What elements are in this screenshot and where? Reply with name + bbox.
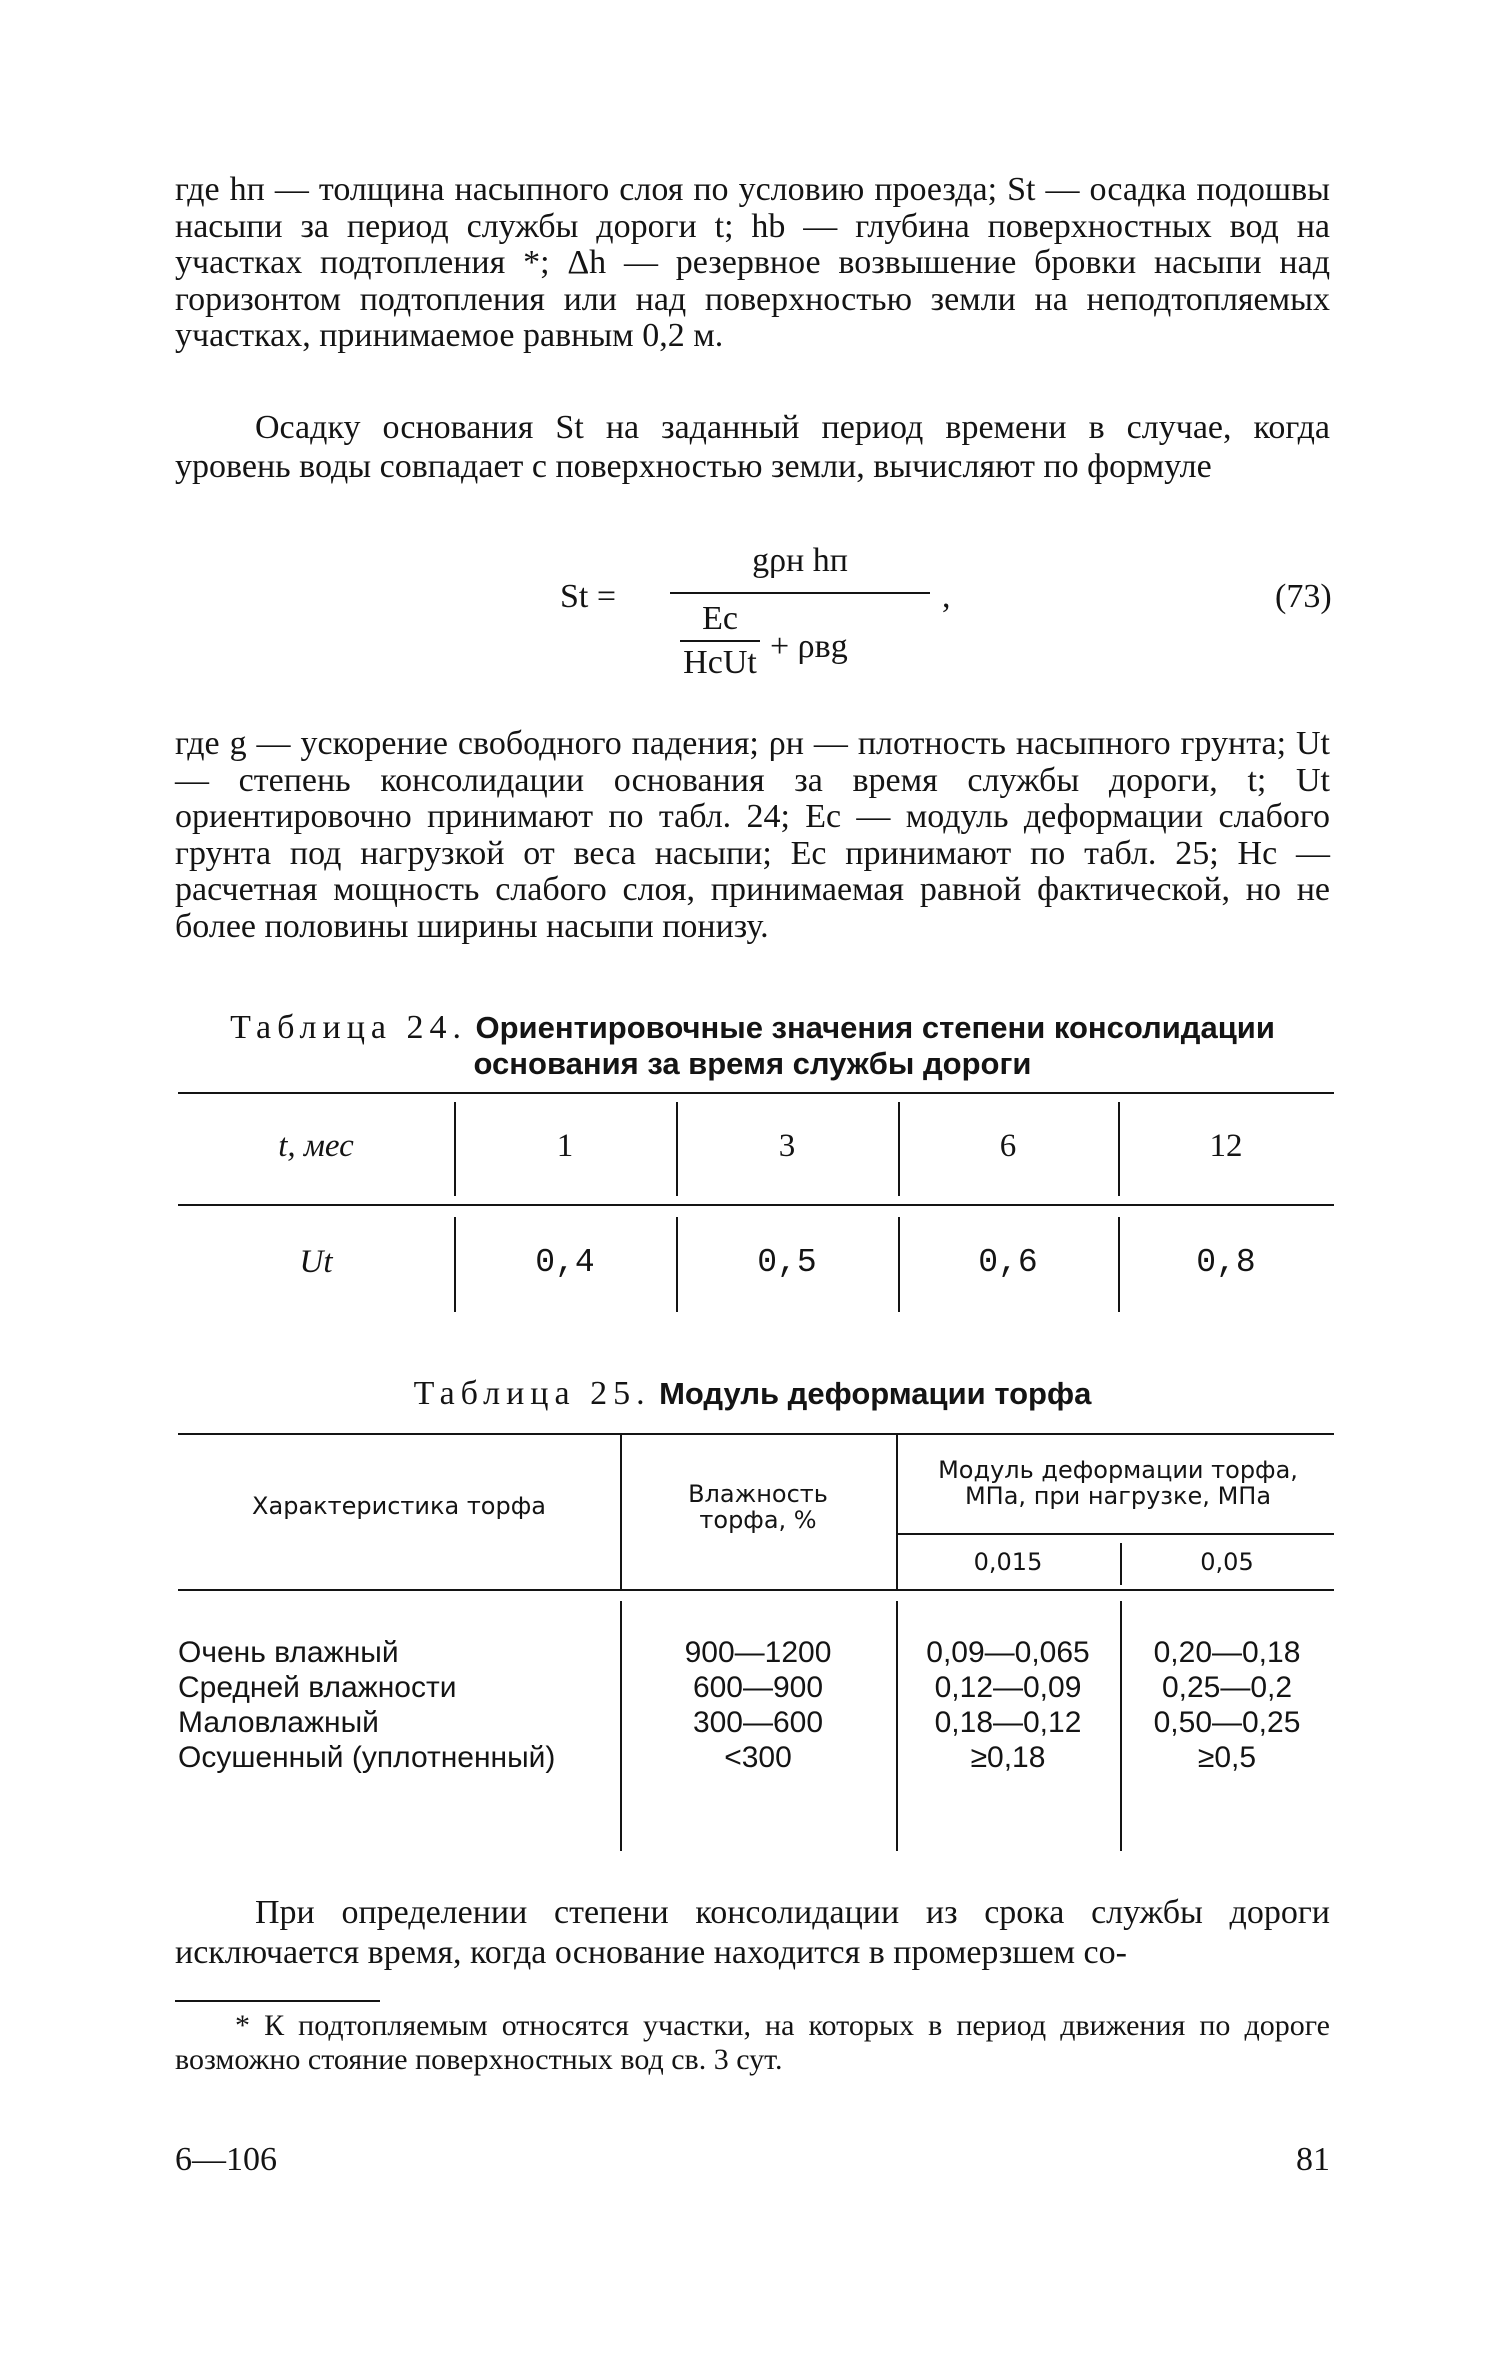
table24-middle-rule [178, 1204, 1334, 1206]
page-number: 81 [1296, 2141, 1330, 2178]
formula-main-bar [670, 592, 930, 594]
table25-row-moisture: 900—1200 [684, 1636, 832, 1669]
table24-cell: 1 [556, 1128, 574, 1164]
table24-title: Ориентировочные значения степени консолидации основания за время службы дороги [473, 1010, 1275, 1081]
table25-row-modulus-1: 0,12—0,09 [934, 1671, 1082, 1704]
formula-inner-bar [680, 640, 760, 642]
table25-subheader: 0,015 [973, 1548, 1043, 1576]
table25-header-modulus: Модуль деформации торфа, МПа, при нагрузке, МПа [938, 1456, 1298, 1510]
table24-row1-label: t, мес [278, 1128, 354, 1164]
formula-lhs: St = [560, 578, 617, 615]
table25-row-moisture: 600—900 [692, 1671, 824, 1704]
table24-row2-label: Ut [299, 1244, 333, 1280]
footnote-rule [175, 2000, 380, 2002]
table24-cell: 6 [999, 1128, 1017, 1164]
table24-caption [175, 1010, 1330, 1082]
table25-header-characteristic: Характеристика торфа [252, 1492, 546, 1520]
paragraph-symbols: где g — ускорение свободного падения; ρн — плотность насыпного грунта; Ut — степень консолидации основания за время службы дороги, t; Ut ориентировочно принимают по табл. 24; Ec — модуль деформации слабого грунта под нагрузкой от веса насыпи; Ec принимают по табл. 25; Hc — расчетная мощность слабого слоя, принимаемая равной фактической, но не более половины ширины насыпи понизу. [175, 725, 1330, 945]
table25-row-modulus-2: 0,50—0,25 [1153, 1706, 1301, 1739]
table25-row-name: Очень влажный [178, 1636, 399, 1669]
table25-row-modulus-1: 0,18—0,12 [934, 1706, 1082, 1739]
table25-row-modulus-1: 0,09—0,065 [926, 1636, 1090, 1669]
formula-number: (73) [1275, 578, 1332, 615]
footnote: * К подтопляемым относятся участки, на которых в период движения по дороге возможно стояние поверхностных вод св. 3 сут. [175, 2009, 1330, 2076]
table25-top-rule [178, 1433, 1334, 1435]
table25-title: Модуль деформации торфа [659, 1376, 1092, 1411]
table24-label: Таблица 24. [230, 1009, 467, 1046]
printer-signature: 6—106 [175, 2141, 277, 2178]
table25-col-divider [620, 1433, 622, 1589]
paragraph-formula-intro: Осадку основания St на заданный период времени в случае, когда уровень воды совпадает с поверхностью земли, вычисляют по формуле [175, 409, 1330, 485]
formula-inner-fraction [680, 600, 760, 682]
paragraph-definitions: где hп — толщина насыпного слоя по условию проезда; St — осадка подошвы насыпи за период службы дороги t; hb — глубина поверхностных вод на участках подтопления *; Δh — резервное возвышение бровки насыпи над горизонтом подтопления или над поверхностью земли на неподтопляемых участках, принимаемое равным 0,2 м. [175, 171, 1330, 354]
formula-inner-numerator: Ec [702, 600, 738, 637]
formula-numerator: gρн hп [752, 542, 848, 579]
table25-row-modulus-2: 0,20—0,18 [1153, 1636, 1301, 1669]
table24-cell: 0,5 [757, 1244, 817, 1281]
formula-inner-denominator: HcUt [683, 644, 757, 681]
table25-row-name: Маловлажный [178, 1706, 379, 1739]
table25-header-rule [178, 1589, 1334, 1591]
table24-cell: 0,8 [1196, 1244, 1256, 1281]
table25-subheader-rule [896, 1533, 1334, 1535]
formula-73 [560, 542, 1340, 698]
table25-subheader: 0,05 [1200, 1548, 1254, 1576]
table24-top-rule [178, 1092, 1334, 1094]
table25-row-modulus-2: 0,25—0,2 [1161, 1671, 1293, 1704]
formula-comma: , [942, 578, 951, 615]
table24-cell: 12 [1209, 1128, 1243, 1164]
table25-row-name: Осушенный (уплотненный) [178, 1741, 556, 1774]
table25-row-modulus-2: ≥0,5 [1197, 1741, 1257, 1774]
table24-cell: 0,6 [978, 1244, 1038, 1281]
table25-row-moisture: 300—600 [692, 1706, 824, 1739]
table25-header-moisture: Влажность торфа, % [688, 1480, 828, 1534]
table-25 [178, 1433, 1334, 1853]
formula-plus-term: + ρвg [770, 628, 848, 665]
table-24 [178, 1092, 1334, 1322]
table25-caption [175, 1376, 1330, 1412]
table25-row-moisture: <300 [724, 1741, 792, 1774]
table24-cell: 3 [778, 1128, 796, 1164]
table24-cell: 0,4 [535, 1244, 595, 1281]
table25-row-modulus-1: ≥0,18 [970, 1741, 1046, 1774]
table25-label: Таблица 25. [413, 1375, 651, 1412]
table25-row-name: Средней влажности [178, 1671, 457, 1704]
paragraph-consolidation: При определении степени консолидации из срока службы дороги исключается время, когда основание находится в промерзшем со- [175, 1894, 1330, 1971]
